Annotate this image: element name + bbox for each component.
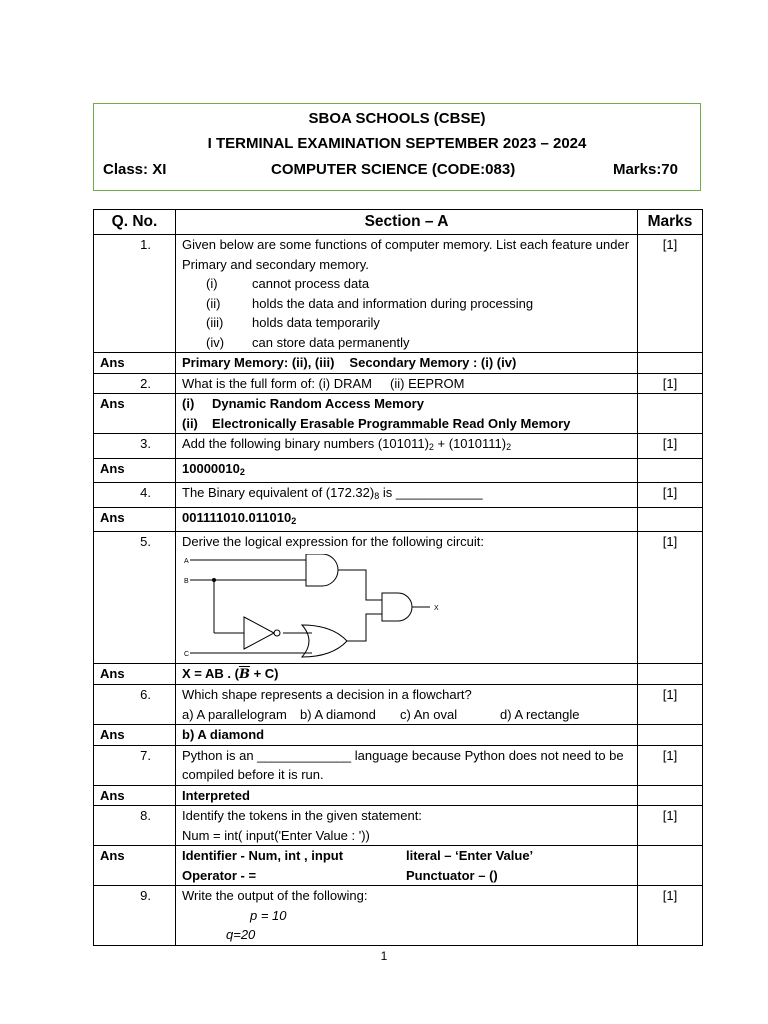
table-row: [94, 685, 703, 725]
question-text: Identify the tokens in the given statement: Num = int( input('Enter Value : ')): [176, 806, 638, 846]
col-marks-header: Marks: [638, 210, 703, 235]
question-marks: [1]: [638, 434, 703, 459]
ans-label: Ans: [94, 507, 176, 532]
answer-row: [94, 507, 703, 532]
ans-label: Ans: [94, 785, 176, 806]
table-row: [94, 483, 703, 508]
table-row: [94, 886, 703, 946]
code-line: q=20: [226, 927, 256, 942]
list-item: (i) cannot process data: [206, 276, 370, 291]
mcq-options: a) A parallelogram b) A diamond c) An oval d) A rectangle: [182, 706, 580, 722]
question-text: Python is an _____________ language because Python does not need to be compiled before it is run.: [176, 745, 638, 785]
answer-row: [94, 846, 703, 886]
question-table: [93, 209, 703, 946]
question-text: Add the following binary numbers $(101011)_2 + (1010111)_2$: [176, 434, 638, 459]
answer-row: [94, 725, 703, 746]
school-name: SBOA SCHOOLS (CBSE): [308, 110, 486, 127]
answer-row: [94, 353, 703, 374]
ans-label: Ans: [94, 394, 176, 434]
answer-text: $001111010.011010_2$: [176, 507, 638, 532]
question-text: [176, 235, 638, 353]
answer-text: Primary Memory: (ii), (iii) Secondary Memory : (i) (iv): [176, 353, 638, 374]
question-number: 5.: [94, 532, 176, 664]
question-marks: [1]: [638, 483, 703, 508]
question-number: 8.: [94, 806, 176, 846]
table-row: [94, 373, 703, 394]
question-marks: [1]: [638, 745, 703, 785]
class-label: Class: XI: [103, 161, 167, 178]
input-label-a: A: [184, 557, 189, 565]
col-qno-header: Q. No.: [94, 210, 176, 235]
logic-circuit-diagram: [182, 554, 452, 659]
output-label-x: X: [434, 604, 439, 612]
answer-text: X = AB . $(\overline{B} + C)$: [176, 663, 638, 685]
question-number: 4.: [94, 483, 176, 508]
question-number: 9.: [94, 886, 176, 946]
ans-label: Ans: [94, 663, 176, 685]
exam-title: I TERMINAL EXAMINATION SEPTEMBER 2023 – 2024: [207, 135, 587, 152]
question-number: 1.: [94, 235, 176, 353]
answer-row: [94, 785, 703, 806]
input-label-c: C: [184, 650, 190, 658]
code-line: p = 10: [250, 907, 287, 923]
table-row: [94, 532, 703, 664]
table-row: [94, 745, 703, 785]
table-row: [94, 434, 703, 459]
col-section-header: Section – A: [176, 210, 638, 235]
exam-header-box: [93, 103, 701, 191]
answer-row: [94, 458, 703, 483]
answer-text: Identifier - Num, int , input literal – ‘Enter Value’ Operator - = Punctuator – (): [176, 846, 638, 886]
ans-label: Ans: [94, 458, 176, 483]
question-text: Derive the logical expression for the following circuit: A B C X: [176, 532, 638, 664]
input-label-b: B: [184, 577, 189, 585]
question-text: What is the full form of: (i) DRAM (ii) EEPROM: [176, 373, 638, 394]
list-item: (iii) holds data temporarily: [206, 315, 380, 330]
question-marks: [1]: [638, 532, 703, 664]
answer-text: b) A diamond: [176, 725, 638, 746]
table-row: [94, 235, 703, 353]
subject-label: COMPUTER SCIENCE (CODE:083): [271, 161, 516, 178]
list-item: (ii) holds the data and information during processing: [206, 295, 534, 311]
answer-text: Interpreted: [176, 785, 638, 806]
question-body: Given below are some functions of computer memory. List each feature under Primary and secondary memory.: [182, 237, 630, 272]
list-item: (iv) can store data permanently: [206, 334, 410, 350]
answer-text: (i) Dynamic Random Access Memory (ii) Electronically Erasable Programmable Read Only Memory: [176, 394, 638, 434]
answer-row: [94, 394, 703, 434]
ans-label: Ans: [94, 846, 176, 886]
question-marks: [1]: [638, 886, 703, 946]
answer-row: [94, 663, 703, 685]
question-text: Which shape represents a decision in a flowchart? a) A parallelogram b) A diamond c) An oval d) A rectangle: [176, 685, 638, 725]
question-number: 7.: [94, 745, 176, 785]
code-statement: Num = int( input('Enter Value : ')): [182, 827, 370, 843]
ans-label: Ans: [94, 353, 176, 374]
table-row: [94, 806, 703, 846]
answer-text: $10000010_2$: [176, 458, 638, 483]
table-header-row: [94, 210, 703, 235]
question-marks: [1]: [638, 685, 703, 725]
question-number: 2.: [94, 373, 176, 394]
ans-label: Ans: [94, 725, 176, 746]
question-marks: [1]: [638, 806, 703, 846]
page-number: 1: [380, 949, 388, 963]
question-text: The Binary equivalent of $(172.32)_8$ is ____________: [176, 483, 638, 508]
question-marks: [1]: [638, 235, 703, 353]
question-marks: [1]: [638, 373, 703, 394]
question-text: Write the output of the following: p = 10 q=20: [176, 886, 638, 946]
question-number: 3.: [94, 434, 176, 459]
question-number: 6.: [94, 685, 176, 725]
total-marks: Marks:70: [612, 161, 678, 178]
